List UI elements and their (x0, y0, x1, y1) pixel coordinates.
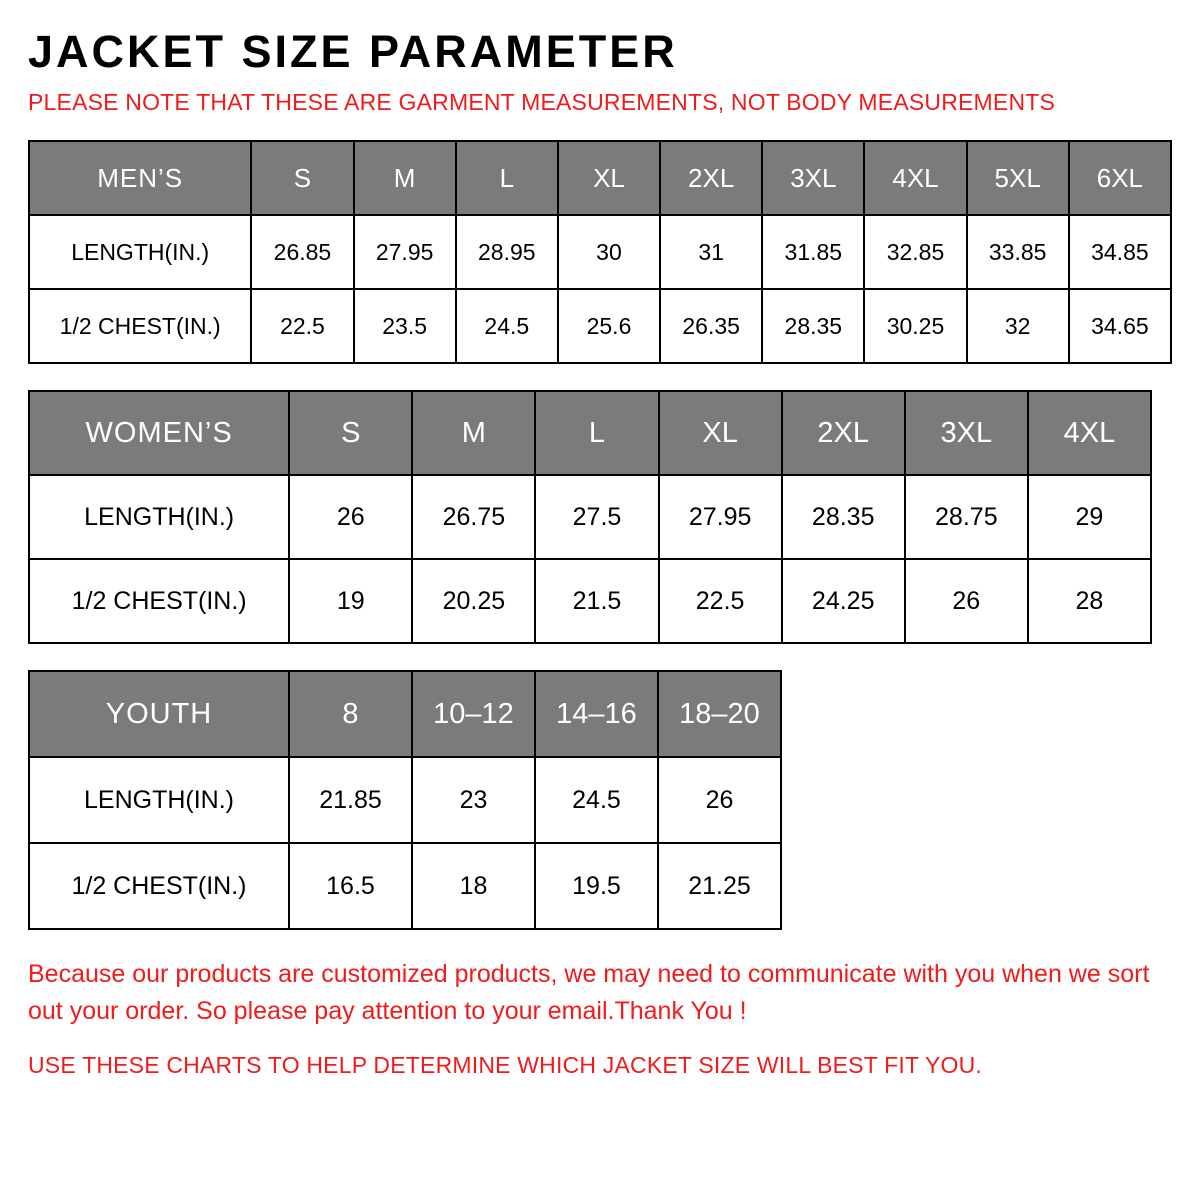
measurement-cell: 28.95 (456, 215, 558, 289)
size-header-cell: 10–12 (412, 671, 535, 757)
row-label: 1/2 CHEST(IN.) (29, 289, 251, 363)
measurement-cell: 26.85 (251, 215, 353, 289)
measurement-cell: 26 (905, 559, 1028, 643)
measurement-cell: 30 (558, 215, 660, 289)
measurement-cell: 22.5 (251, 289, 353, 363)
footer-note-charts: USE THESE CHARTS TO HELP DETERMINE WHICH JACKET SIZE WILL BEST FIT YOU. (28, 1051, 982, 1078)
size-header-cell: S (289, 391, 412, 475)
measurement-cell: 22.5 (659, 559, 782, 643)
size-header-cell: XL (659, 391, 782, 475)
table-header-row (29, 391, 1151, 475)
youth-table-label: YOUTH (29, 671, 289, 757)
measurement-cell: 27.95 (659, 475, 782, 559)
measurement-cell: 31.85 (762, 215, 864, 289)
size-header-cell: 2XL (660, 141, 762, 215)
size-header-cell: XL (558, 141, 660, 215)
size-header-cell: 8 (289, 671, 412, 757)
row-label: LENGTH(IN.) (29, 215, 251, 289)
page-title: JACKET SIZE PARAMETER (28, 26, 678, 77)
table-row (29, 289, 1171, 363)
measurement-cell: 25.6 (558, 289, 660, 363)
measurement-cell: 21.25 (658, 843, 781, 929)
measurement-cell: 21.5 (535, 559, 658, 643)
size-header-cell: 18–20 (658, 671, 781, 757)
measurement-cell: 26.35 (660, 289, 762, 363)
mens-size-table (28, 140, 1172, 364)
size-header-cell: 6XL (1069, 141, 1171, 215)
measurement-cell: 30.25 (864, 289, 966, 363)
measurement-cell: 20.25 (412, 559, 535, 643)
size-header-cell: 4XL (1028, 391, 1151, 475)
table-row (29, 843, 781, 929)
measurement-cell: 28.75 (905, 475, 1028, 559)
size-header-cell: 5XL (967, 141, 1069, 215)
measurement-cell: 32 (967, 289, 1069, 363)
womens-table-label: WOMEN’S (29, 391, 289, 475)
measurement-cell: 24.5 (456, 289, 558, 363)
size-header-cell: L (535, 391, 658, 475)
measurement-cell: 26.75 (412, 475, 535, 559)
size-header-cell: 2XL (782, 391, 905, 475)
measurement-cell: 23.5 (354, 289, 456, 363)
measurement-cell: 18 (412, 843, 535, 929)
measurement-cell: 16.5 (289, 843, 412, 929)
size-header-cell: 4XL (864, 141, 966, 215)
measurement-cell: 28.35 (762, 289, 864, 363)
measurement-cell: 21.85 (289, 757, 412, 843)
womens-size-table (28, 390, 1152, 644)
size-header-cell: 3XL (905, 391, 1028, 475)
row-label: LENGTH(IN.) (29, 757, 289, 843)
size-header-cell: 3XL (762, 141, 864, 215)
measurement-cell: 19 (289, 559, 412, 643)
size-header-cell: 14–16 (535, 671, 658, 757)
table-row (29, 559, 1151, 643)
measurement-cell: 27.95 (354, 215, 456, 289)
table-header-row (29, 671, 781, 757)
measurement-cell: 34.85 (1069, 215, 1171, 289)
size-header-cell: S (251, 141, 353, 215)
row-label: 1/2 CHEST(IN.) (29, 843, 289, 929)
table-row (29, 475, 1151, 559)
measurement-cell: 31 (660, 215, 762, 289)
measurement-cell: 26 (658, 757, 781, 843)
measurement-cell: 24.25 (782, 559, 905, 643)
row-label: 1/2 CHEST(IN.) (29, 559, 289, 643)
measurement-cell: 33.85 (967, 215, 1069, 289)
measurement-cell: 28 (1028, 559, 1151, 643)
measurement-cell: 34.65 (1069, 289, 1171, 363)
size-header-cell: M (412, 391, 535, 475)
size-header-cell: L (456, 141, 558, 215)
measurement-cell: 24.5 (535, 757, 658, 843)
measurement-cell: 28.35 (782, 475, 905, 559)
measurement-cell: 32.85 (864, 215, 966, 289)
table-header-row (29, 141, 1171, 215)
measurement-cell: 26 (289, 475, 412, 559)
measurement-cell: 27.5 (535, 475, 658, 559)
row-label: LENGTH(IN.) (29, 475, 289, 559)
table-row (29, 215, 1171, 289)
footer-note-customization: Because our products are customized products, we may need to communicate with you when we sort out your order. So please pay attention to your email.Thank You ! (28, 960, 1150, 1025)
header-note: PLEASE NOTE THAT THESE ARE GARMENT MEASUREMENTS, NOT BODY MEASUREMENTS (28, 89, 1056, 116)
size-header-cell: M (354, 141, 456, 215)
measurement-cell: 23 (412, 757, 535, 843)
mens-table-label: MEN’S (29, 141, 251, 215)
measurement-cell: 29 (1028, 475, 1151, 559)
measurement-cell: 19.5 (535, 843, 658, 929)
table-row (29, 757, 781, 843)
youth-size-table (28, 670, 782, 930)
